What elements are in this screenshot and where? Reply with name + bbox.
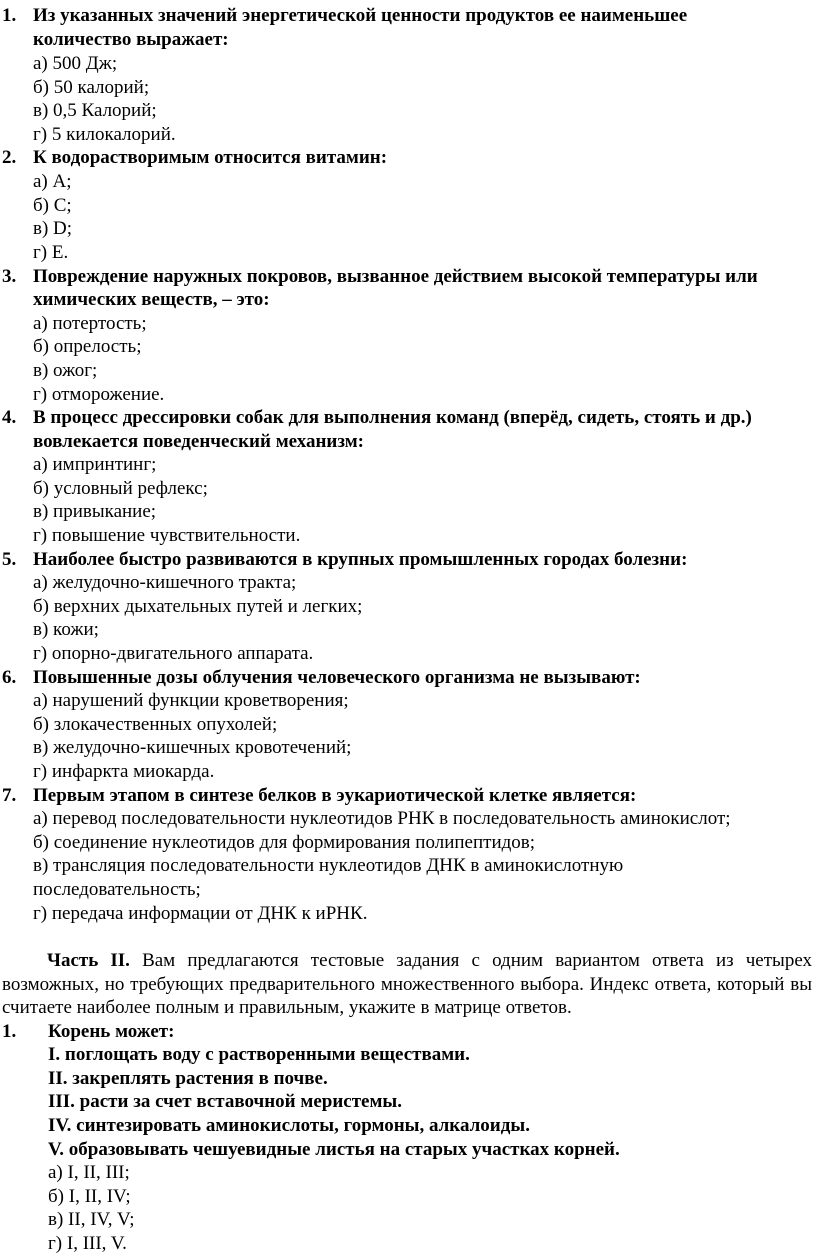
question-2-text-line-1: К водорастворимым относится витамин: <box>33 147 388 168</box>
question-1-number: 1. <box>2 5 17 26</box>
question-1-option-c: в) 0,5 Калорий; <box>33 100 157 121</box>
question-7-option-c: в) трансляция последовательности нуклеотидов ДНК в аминокислотную <box>33 855 624 876</box>
question-4-option-b: б) условный рефлекс; <box>33 478 208 499</box>
part-2-heading: Часть II. <box>47 950 130 971</box>
question-5-option-d: г) опорно-двигательного аппарата. <box>33 643 314 664</box>
statement-1: I. поглощать воду с растворенными веществами. <box>48 1044 470 1065</box>
question-5-option-c: в) кожи; <box>33 619 99 640</box>
question-1-option-b: б) 50 калорий; <box>33 77 150 98</box>
part-2-instructions: Вам предлагаются тестовые задания с одним вариантом ответа из четырех возможных, но требующих предварительного множественного выбора. Индекс ответа, который вы считаете наиболее полным и правильным, укажите в матрице ответов. <box>2 950 812 1019</box>
question-1-text-line-2: количество выражает: <box>33 29 229 50</box>
question-2-option-c: в) D; <box>33 218 73 239</box>
question-1-option-a: а) 500 Дж; <box>33 53 118 74</box>
question-3-option-d: г) отморожение. <box>33 384 165 405</box>
statement-3: III. расти за счет вставочной меристемы. <box>48 1091 402 1112</box>
question-3-number: 3. <box>2 266 17 287</box>
question-4-option-a: а) импринтинг; <box>33 454 157 475</box>
question-5-number: 5. <box>2 549 17 570</box>
question-2-option-d: г) Е. <box>33 242 69 263</box>
question-5-text-line-1: Наиболее быстро развиваются в крупных промышленных городах болезни: <box>33 549 688 570</box>
question-7-option-b: б) соединение нуклеотидов для формирования полипептидов; <box>33 832 536 853</box>
question-5-option-b: б) верхних дыхательных путей и легких; <box>33 596 363 617</box>
question-4-text-line-2: вовлекается поведенческий механизм: <box>33 431 364 452</box>
question-5-option-a: а) желудочно-кишечного тракта; <box>33 572 297 593</box>
question-1-option-d: г) 5 килокалорий. <box>33 124 176 145</box>
question-6-text-line-1: Повышенные дозы облучения человеческого организма не вызывают: <box>33 667 641 688</box>
question-4-text-line-1: В процесс дрессировки собак для выполнения команд (вперёд, сидеть, стоять и др.) <box>33 407 752 428</box>
question-7-option-c-continued: последовательность; <box>33 879 201 900</box>
question-2-number: 2. <box>2 147 17 168</box>
part-2-option-a: а) I, II, III; <box>48 1162 130 1183</box>
question-4-number: 4. <box>2 407 17 428</box>
question-3-option-a: а) потертость; <box>33 313 147 334</box>
question-1-text-line-1: Из указанных значений энергетической ценности продуктов ее наименьшее <box>33 5 688 26</box>
question-2-option-b: б) С; <box>33 195 72 216</box>
question-6-number: 6. <box>2 667 17 688</box>
statement-5: V. образовывать чешуевидные листья на старых участках корней. <box>48 1139 620 1160</box>
question-4-option-c: в) привыкание; <box>33 501 157 522</box>
question-7-text-line-1: Первым этапом в синтезе белков в эукариотической клетке является: <box>33 785 637 806</box>
question-7-option-a: а) перевод последовательности нуклеотидов РНК в последовательность аминокислот; <box>33 808 731 829</box>
part-2-question-1-number: 1. <box>2 1021 17 1042</box>
statement-2: II. закреплять растения в почве. <box>48 1068 328 1089</box>
statement-4: IV. синтезировать аминокислоты, гормоны, алкалоиды. <box>48 1115 530 1136</box>
question-3-option-c: в) ожог; <box>33 360 98 381</box>
question-2-option-a: а) А; <box>33 171 72 192</box>
question-6-option-d: г) инфаркта миокарда. <box>33 761 215 782</box>
question-7-number: 7. <box>2 785 17 806</box>
question-6-option-a: а) нарушений функции кроветворения; <box>33 690 349 711</box>
question-3-text-line-1: Повреждение наружных покровов, вызванное действием высокой температуры или <box>33 266 758 287</box>
question-7-option-d: г) передача информации от ДНК к иРНК. <box>33 903 368 924</box>
question-4-option-d: г) повышение чувствительности. <box>33 525 301 546</box>
part-2-option-c: в) II, IV, V; <box>48 1209 135 1230</box>
part-2-intro <box>2 949 812 1020</box>
part-2-option-b: б) I, II, IV; <box>48 1186 131 1207</box>
question-3-option-b: б) опрелость; <box>33 336 142 357</box>
part-2-question-1-title: Корень может: <box>48 1021 175 1042</box>
part-2-option-d: г) I, III, V. <box>48 1233 127 1254</box>
question-6-option-c: в) желудочно-кишечных кровотечений; <box>33 737 352 758</box>
question-6-option-b: б) злокачественных опухолей; <box>33 714 278 735</box>
question-3-text-line-2: химических веществ, – это: <box>33 289 270 310</box>
